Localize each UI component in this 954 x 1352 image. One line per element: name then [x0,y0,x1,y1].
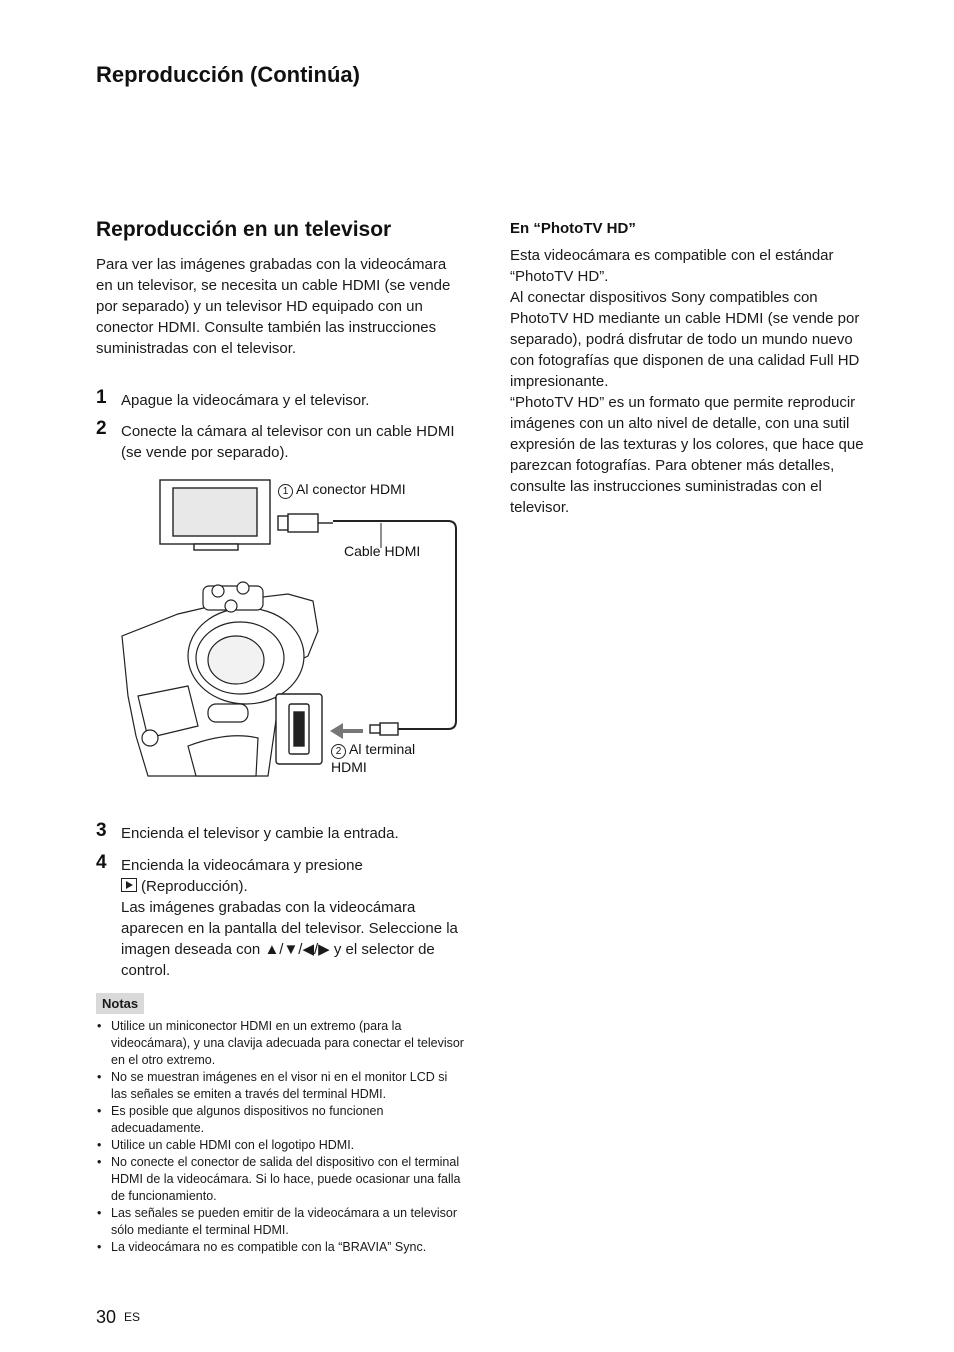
step-text: Apague la videocámara y el televisor. [121,392,370,409]
step-number: 3 [96,820,107,841]
step-text: Encienda el televisor y cambie la entrada. [121,825,399,842]
step-number: 4 [96,852,107,873]
phototv-paragraph: Al conectar dispositivos Sony compatibles con PhotoTV HD mediante un cable HDMI (se vende por separado), podrá disfrutar de todo un mundo nuevo con fotografías que disponen de una calidad Full HD impresionante. [510,289,860,390]
hdmi-connection-diagram [118,476,468,786]
step-1 [96,387,466,411]
phototv-paragraph: Esta videocámara es compatible con el estándar “PhotoTV HD”. [510,247,834,285]
list-item: • Es posible que algunos dispositivos no funcionen adecuadamente. [96,1103,466,1137]
notes-list [96,1018,466,1256]
step-number: 2 [96,418,107,439]
phototv-paragraph: “PhotoTV HD” es un formato que permite reproducir imágenes con un alto nivel de detalle, con una sutil expresión de las texturas y los colores, que hace que parezcan fotografías. Para obtener más detalles, consulte las instrucciones suministradas con el televisor. [510,394,864,516]
page-header-title: Reproducción (Continúa) [96,62,360,87]
page-number: 30 [96,1307,117,1327]
list-item: • Utilice un miniconector HDMI en un extremo (para la videocámara), y una clavija adecuada para conectar el televisor en el otro extremo. [96,1018,466,1069]
section-title: Reproducción en un televisor [96,218,392,241]
list-item: • Las señales se pueden emitir de la videocámara a un televisor sólo mediante el terminal HDMI. [96,1205,466,1239]
intro-paragraph: Para ver las imágenes grabadas con la videocámara en un televisor, se necesita un cable HDMI (se vende por separado) y un televisor HD equipado con un conector HDMI. Consulte también las instrucciones suministradas con el televisor. [96,256,451,357]
list-item: • Utilice un cable HDMI con el logotipo HDMI. [96,1137,466,1154]
phototv-body [510,245,872,518]
phototv-title: En “PhotoTV HD” [510,220,636,237]
list-item: • No se muestran imágenes en el visor ni en el monitor LCD si las señales se emiten a través del terminal HDMI. [96,1069,466,1103]
list-item: • No conecte el conector de salida del dispositivo con el terminal HDMI de la videocámara. Si lo hace, puede ocasionar una falla de funcionamiento. [96,1154,466,1205]
step-2 [96,418,466,463]
tv-icon [160,480,270,550]
step-3 [96,820,466,844]
step-text: Conecte la cámara al televisor con un cable HDMI (se vende por separado). [121,423,455,461]
label-hdmi-terminal: 2 Al terminal HDMI [331,741,416,775]
arrow-icon [330,723,363,739]
step-text: Encienda la videocámara y presione (Reproducción). Las imágenes grabadas con la videocámara aparecen en la pantalla del televisor. Seleccione la imagen deseada con ▲/▼/◀/▶ y el selector de control. [121,857,458,979]
list-item: • La videocámara no es compatible con la “BRAVIA” Sync. [96,1239,466,1256]
step-number: 1 [96,387,107,408]
hdmi-terminal-inset [276,694,322,764]
label-hdmi-connector: 1 Al conector HDMI [278,481,406,499]
diagram-illustration [118,476,468,786]
label-cable-hdmi: Cable HDMI [344,543,421,559]
play-icon [121,878,137,892]
notes-label: Notas [96,993,144,1014]
step-4 [96,852,466,981]
page-language: ES [124,1310,141,1324]
